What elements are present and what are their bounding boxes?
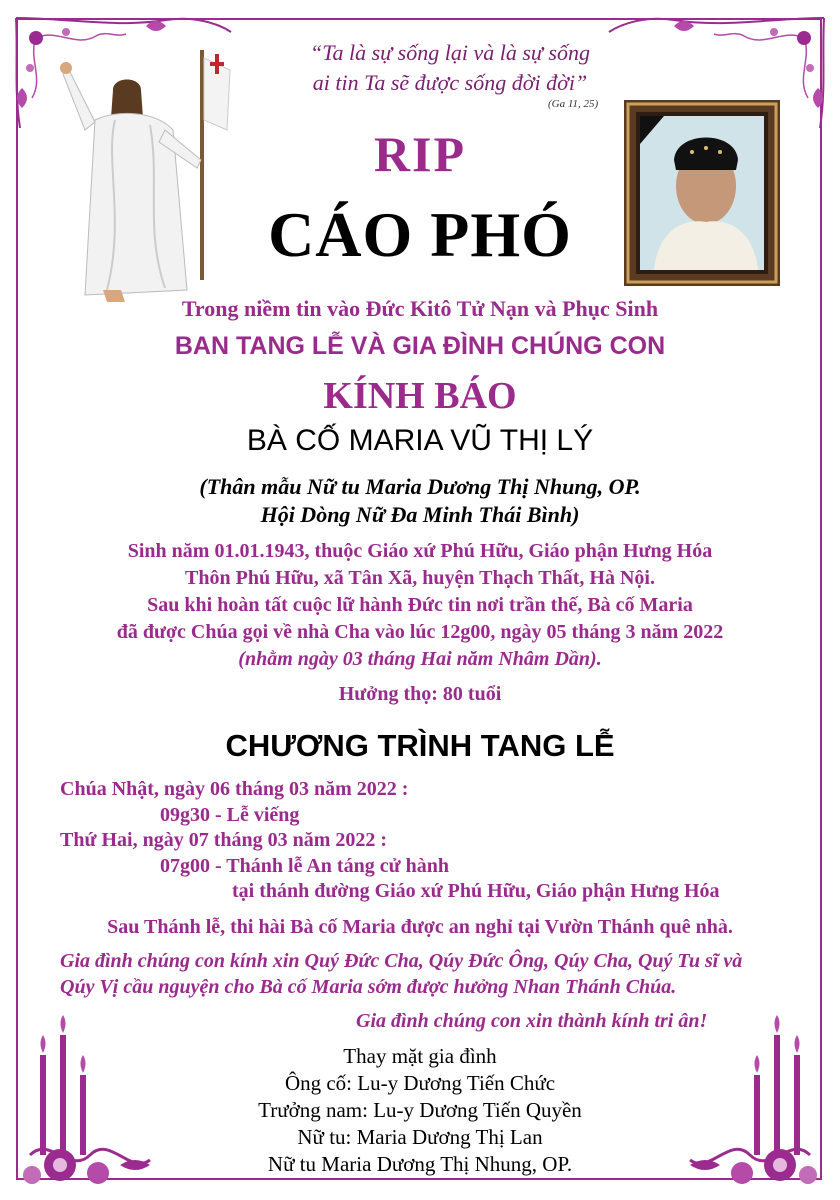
scripture-quote — [250, 38, 650, 98]
prayer-line-1: Gia đình chúng con kính xin Quý Đức Cha, Qúy Đức Ông, Qúy Cha, Quý Tu sĩ và — [60, 950, 743, 972]
deceased-name: BÀ CỐ MARIA VŨ THỊ LÝ — [246, 424, 594, 457]
signature-line: Ông cố: Lu-y Dương Tiến Chức — [284, 1071, 556, 1095]
death-line-1: Sau khi hoàn tất cuộc lữ hành Đức tin nơi trần thế, Bà cố Maria — [147, 594, 693, 616]
signature-line: Trưởng nam: Lu-y Dương Tiến Quyền — [258, 1098, 582, 1122]
death-line-2: đã được Chúa gọi về nhà Cha vào lúc 12g00, ngày 05 tháng 3 năm 2022 — [116, 621, 724, 643]
program-day-2-event: 07g00 - Thánh lễ An táng cử hành — [160, 855, 449, 877]
candles-flowers-left-icon — [10, 1015, 180, 1195]
program-day-1-event: 09g30 - Lễ viếng — [160, 804, 300, 826]
birth-line: Sinh năm 01.01.1943, thuộc Giáo xứ Phú Hữu, Giáo phận Hưng Hóa — [127, 540, 713, 562]
program-day-2-place: tại thánh đường Giáo xứ Phú Hữu, Giáo phận Hưng Hóa — [232, 880, 720, 902]
page-title: CÁO PHÓ — [268, 199, 572, 270]
quote-line-2: ai tin Ta sẽ được sống đời đời” — [312, 70, 588, 95]
deceased-portrait — [624, 100, 780, 286]
family-line: BAN TANG LỄ VÀ GIA ĐÌNH CHÚNG CON — [174, 332, 666, 360]
age-line: Hưởng thọ: 80 tuổi — [338, 683, 502, 705]
signature-line: Nữ tu: Maria Dương Thị Lan — [297, 1125, 543, 1149]
rip-heading: RIP — [373, 126, 467, 182]
quote-reference: (Ga 11, 25) — [548, 98, 599, 110]
announce-heading: KÍNH BÁO — [323, 375, 517, 417]
signature-line: Nữ tu Maria Dương Thị Nhung, OP. — [267, 1152, 573, 1176]
program-day-2: Thứ Hai, ngày 07 tháng 03 năm 2022 : — [60, 829, 388, 851]
candles-flowers-right-icon — [660, 1015, 830, 1195]
relation-line-2: Hội Dòng Nữ Đa Minh Thái Bình) — [260, 502, 580, 527]
signature-line: Thay mặt gia đình — [343, 1044, 497, 1068]
program-title: CHƯƠNG TRÌNH TANG LỄ — [225, 728, 615, 763]
address-line: Thôn Phú Hữu, xã Tân Xã, huyện Thạch Thất, Hà Nội. — [185, 567, 655, 589]
thanks-line: Gia đình chúng con xin thành kính tri ân! — [356, 1010, 708, 1032]
risen-christ-illustration — [55, 40, 235, 305]
burial-line: Sau Thánh lễ, thi hài Bà cố Maria được an nghỉ tại Vườn Thánh quê nhà. — [107, 916, 733, 938]
lunar-date-line: (nhằm ngày 03 tháng Hai năm Nhâm Dần). — [238, 648, 602, 670]
program-day-1: Chúa Nhật, ngày 06 tháng 03 năm 2022 : — [60, 778, 409, 800]
relation-line-1: (Thân mẫu Nữ tu Maria Dương Thị Nhung, OP. — [199, 474, 641, 499]
quote-line-1: “Ta là sự sống lại và là sự sống — [310, 40, 590, 65]
prayer-line-2: Qúy Vị cầu nguyện cho Bà cố Maria sớm được hưởng Nhan Thánh Chúa. — [60, 976, 677, 998]
faith-line: Trong niềm tin vào Đức Kitô Tử Nạn và Phục Sinh — [181, 296, 659, 321]
